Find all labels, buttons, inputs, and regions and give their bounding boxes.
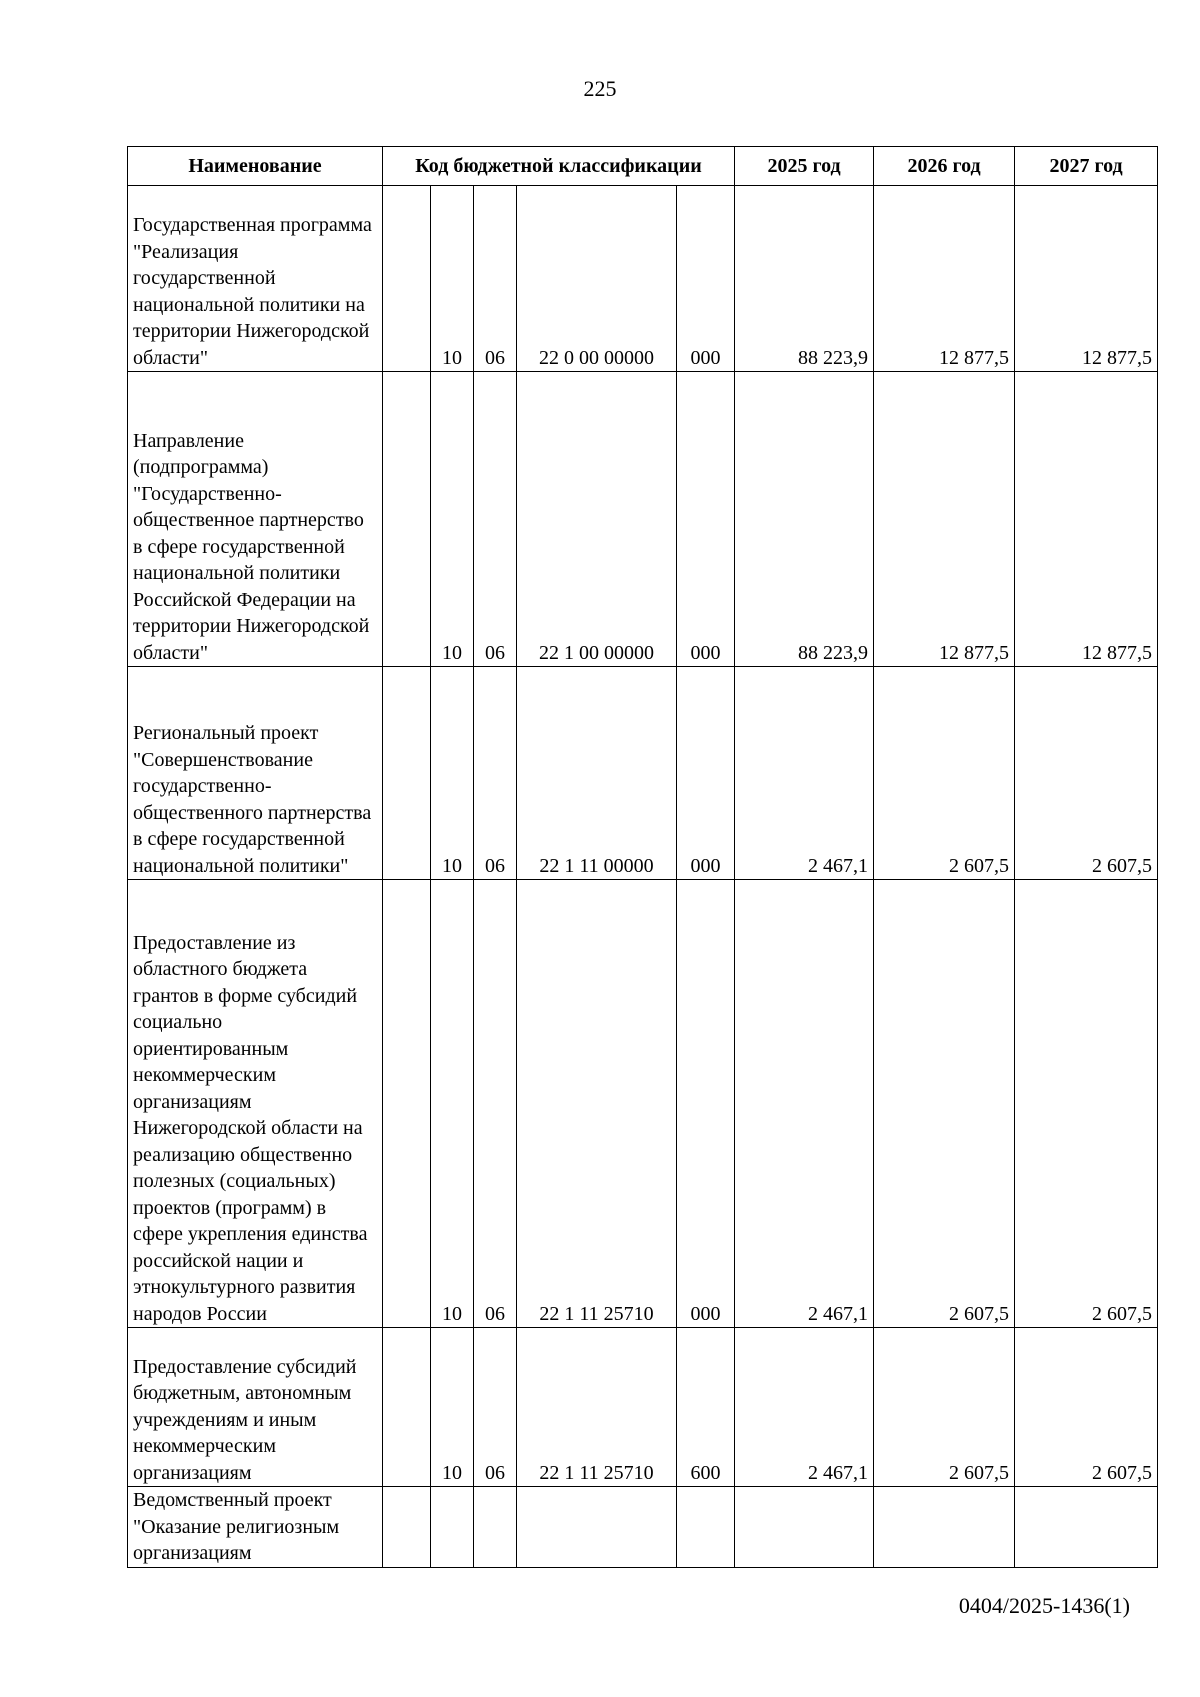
- code-target: 22 0 00 00000: [517, 186, 677, 372]
- row-name: Предоставление субсидий бюджетным, автономным учреждениям и иным некоммерческим организациям: [128, 1328, 383, 1487]
- code-subsection: 06: [474, 667, 517, 880]
- code-section: 10: [431, 372, 474, 667]
- header-2025: 2025 год: [735, 147, 874, 186]
- budget-table: [127, 146, 1158, 1568]
- code-section: 10: [431, 1328, 474, 1487]
- code-target: 22 1 11 25710: [517, 880, 677, 1328]
- value-2027: 12 877,5: [1015, 186, 1158, 372]
- row-name: Государственная программа "Реализация государственной национальной политики на территории Нижегородской области": [128, 186, 383, 372]
- code-ministry: [383, 667, 431, 880]
- code-section: 10: [431, 880, 474, 1328]
- row-name: Региональный проект "Совершенствование государственно-общественного партнерства в сфере государственной национальной политики": [128, 667, 383, 880]
- code-expense-type: 000: [677, 186, 735, 372]
- value-2026: 12 877,5: [874, 372, 1015, 667]
- row-name: Предоставление из областного бюджета грантов в форме субсидий социально ориентированным некоммерческим организациям Нижегородской области на реализацию общественно полезных (социальных) проектов (программ) в сфере укрепления единства российской нации и этнокультурного развития народов России: [128, 880, 383, 1328]
- code-subsection: 06: [474, 186, 517, 372]
- document-id: 0404/2025-1436(1): [958, 1593, 1130, 1618]
- code-ministry: [383, 1487, 431, 1568]
- value-2026: 2 607,5: [874, 667, 1015, 880]
- code-ministry: [383, 880, 431, 1328]
- value-2027: 2 607,5: [1015, 667, 1158, 880]
- header-2026: 2026 год: [874, 147, 1015, 186]
- page-number: 225: [583, 76, 617, 101]
- code-expense-type: 000: [677, 372, 735, 667]
- code-subsection: [474, 1487, 517, 1568]
- value-2025: 88 223,9: [735, 186, 874, 372]
- value-2025: 2 467,1: [735, 880, 874, 1328]
- code-target: [517, 1487, 677, 1568]
- header-code: Код бюджетной классификации: [383, 147, 735, 186]
- code-section: 10: [431, 667, 474, 880]
- table-row: [128, 1328, 1158, 1487]
- value-2026: 12 877,5: [874, 186, 1015, 372]
- value-2026: 2 607,5: [874, 880, 1015, 1328]
- code-section: [431, 1487, 474, 1568]
- code-subsection: 06: [474, 1328, 517, 1487]
- code-target: 22 1 11 00000: [517, 667, 677, 880]
- value-2027: [1015, 1487, 1158, 1568]
- value-2025: 2 467,1: [735, 667, 874, 880]
- value-2027: 2 607,5: [1015, 1328, 1158, 1487]
- table-row: [128, 667, 1158, 880]
- code-subsection: 06: [474, 880, 517, 1328]
- code-section: 10: [431, 186, 474, 372]
- value-2026: [874, 1487, 1015, 1568]
- code-target: 22 1 00 00000: [517, 372, 677, 667]
- code-expense-type: 000: [677, 667, 735, 880]
- value-2027: 12 877,5: [1015, 372, 1158, 667]
- code-ministry: [383, 372, 431, 667]
- row-name: Ведомственный проект "Оказание религиозным организациям: [128, 1487, 383, 1568]
- value-2027: 2 607,5: [1015, 880, 1158, 1328]
- table-row: [128, 880, 1158, 1328]
- code-ministry: [383, 1328, 431, 1487]
- value-2025: 2 467,1: [735, 1328, 874, 1487]
- code-expense-type: 000: [677, 880, 735, 1328]
- code-expense-type: [677, 1487, 735, 1568]
- value-2026: 2 607,5: [874, 1328, 1015, 1487]
- code-subsection: 06: [474, 372, 517, 667]
- row-name: Направление (подпрограмма) "Государственно-общественное партнерство в сфере государственной национальной политики Российской Федерации на территории Нижегородской области": [128, 372, 383, 667]
- code-ministry: [383, 186, 431, 372]
- code-target: 22 1 11 25710: [517, 1328, 677, 1487]
- table-row: [128, 186, 1158, 372]
- value-2025: [735, 1487, 874, 1568]
- table-row: [128, 1487, 1158, 1568]
- header-name: Наименование: [128, 147, 383, 186]
- header-2027: 2027 год: [1015, 147, 1158, 186]
- value-2025: 88 223,9: [735, 372, 874, 667]
- table-header-row: [128, 147, 1158, 186]
- code-expense-type: 600: [677, 1328, 735, 1487]
- table-row: [128, 372, 1158, 667]
